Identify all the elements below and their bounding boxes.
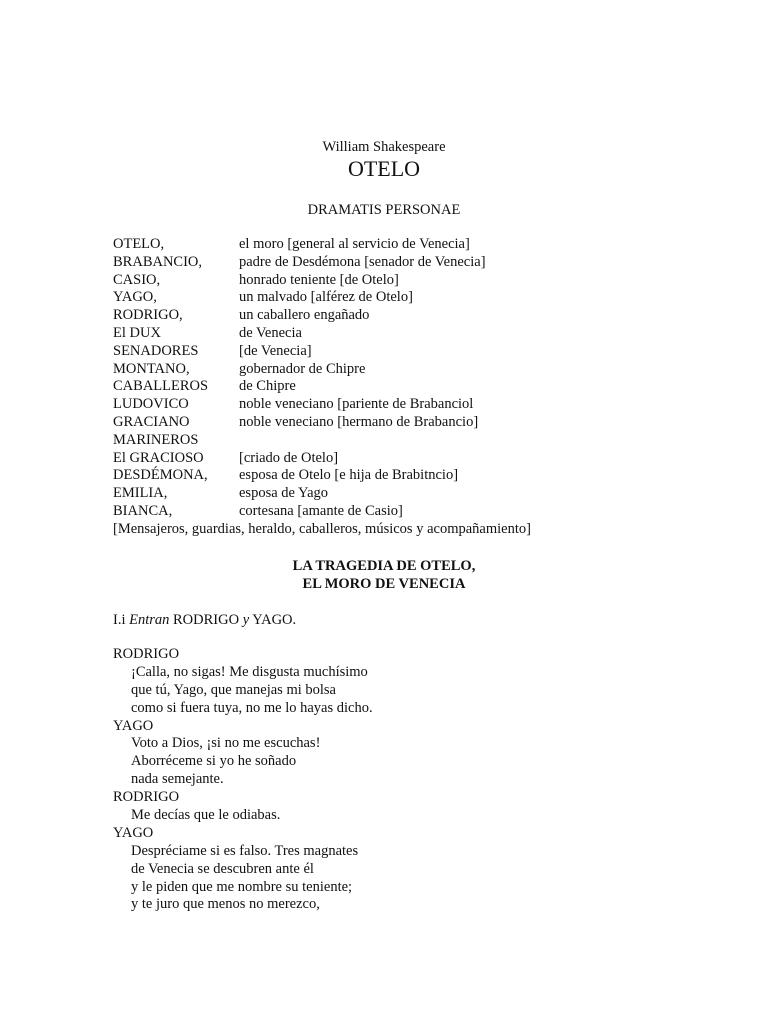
cast-row	[113, 503, 733, 521]
play-title: OTELO	[347, 156, 421, 181]
character-description: un malvado [alférez de Otelo]	[239, 289, 413, 306]
verse-line: ¡Calla, no sigas! Me disgusta muchísimo	[131, 663, 368, 680]
verse-line: que tú, Yago, que manejas mi bolsa	[131, 681, 336, 698]
scene-character: YAGO.	[252, 612, 297, 628]
cast-row	[113, 378, 733, 396]
character-description: noble veneciano [hermano de Brabancio]	[239, 413, 479, 430]
character-description: un caballero engañado	[239, 307, 370, 324]
cast-row	[113, 289, 733, 307]
verse-line: Voto a Dios, ¡si no me escuchas!	[131, 735, 321, 752]
character-name: MONTANO,	[113, 360, 190, 377]
dramatis-personae-heading: DRAMATIS PERSONAE	[307, 202, 461, 218]
character-name: RODRIGO,	[113, 307, 183, 324]
verse-line: nada semejante.	[131, 771, 224, 788]
stage-direction-conjunction: y	[242, 612, 250, 628]
cast-row	[113, 485, 733, 503]
character-name: YAGO,	[113, 289, 157, 306]
cast-row	[113, 325, 733, 343]
tragedy-heading-line: LA TRAGEDIA DE OTELO,	[292, 558, 476, 574]
character-name: BRABANCIO,	[113, 253, 203, 270]
character-name: BIANCA,	[113, 502, 173, 519]
verse-line: Despréciame si es falso. Tres magnates	[131, 842, 359, 859]
character-name: El DUX	[113, 324, 161, 341]
cast-row	[113, 467, 733, 485]
verse-line: Me decías que le odiabas.	[131, 807, 281, 824]
character-name: El GRACIOSO	[113, 449, 204, 466]
cast-row	[113, 396, 733, 414]
cast-row	[113, 343, 733, 361]
cast-row	[113, 450, 733, 468]
tragedy-heading	[0, 557, 768, 593]
cast-row	[113, 307, 733, 325]
character-name: GRACIANO	[113, 413, 190, 430]
character-name: SENADORES	[113, 342, 199, 359]
cast-row	[113, 432, 733, 450]
character-description: esposa de Yago	[239, 485, 329, 502]
character-description: [criado de Otelo]	[239, 449, 339, 466]
verse-line: y le piden que me nombre su teniente;	[131, 878, 353, 895]
scene-number: I.i	[113, 612, 126, 628]
character-description: padre de Desdémona [senador de Venecia]	[239, 253, 486, 270]
cast-row	[113, 254, 733, 272]
character-description: [de Venecia]	[239, 342, 312, 359]
cast-row	[113, 414, 733, 432]
character-description: esposa de Otelo [e hija de Brabitncio]	[239, 467, 459, 484]
author-name: William Shakespeare	[322, 139, 446, 155]
verse-line: Aborréceme si yo he soñado	[131, 753, 297, 770]
speaker-name: YAGO	[113, 717, 154, 734]
character-description: honrado teniente [de Otelo]	[239, 271, 399, 288]
verse-line: como si fuera tuya, no me lo hayas dicho.	[131, 699, 373, 716]
verse-line: y te juro que menos no merezco,	[131, 896, 320, 913]
character-description: cortesana [amante de Casio]	[239, 502, 403, 519]
tragedy-heading-line: EL MORO DE VENECIA	[302, 576, 466, 592]
character-description: noble veneciano [pariente de Brabanciol	[239, 396, 474, 413]
speaker-name: RODRIGO	[113, 789, 180, 806]
character-description: el moro [general al servicio de Venecia]	[239, 236, 470, 252]
verse-line: de Venecia se descubren ante él	[131, 860, 314, 877]
character-description: gobernador de Chipre	[239, 360, 366, 377]
character-name: EMILIA,	[113, 485, 168, 502]
scene-character: RODRIGO	[173, 612, 240, 628]
character-name: OTELO,	[113, 236, 165, 252]
cast-row	[113, 361, 733, 379]
speaker-name: YAGO	[113, 824, 154, 841]
cast-row	[113, 236, 733, 254]
dialogue	[113, 646, 713, 914]
character-name: MARINEROS	[113, 431, 199, 448]
character-name: LUDOVICO	[113, 396, 189, 413]
stage-direction-verb: Entran	[129, 612, 170, 628]
character-name: CABALLEROS	[113, 378, 209, 395]
character-name: DESDÉMONA,	[113, 467, 208, 484]
cast-note: [Mensajeros, guardias, heraldo, caballeros, músicos y acompañamiento]	[113, 520, 531, 537]
cast-row	[113, 272, 733, 290]
character-name: CASIO,	[113, 271, 161, 288]
scene-direction	[113, 611, 296, 629]
cast-list	[113, 236, 733, 539]
character-description: de Venecia	[239, 324, 302, 341]
speaker-name: RODRIGO	[113, 646, 180, 662]
character-description: de Chipre	[239, 378, 296, 395]
